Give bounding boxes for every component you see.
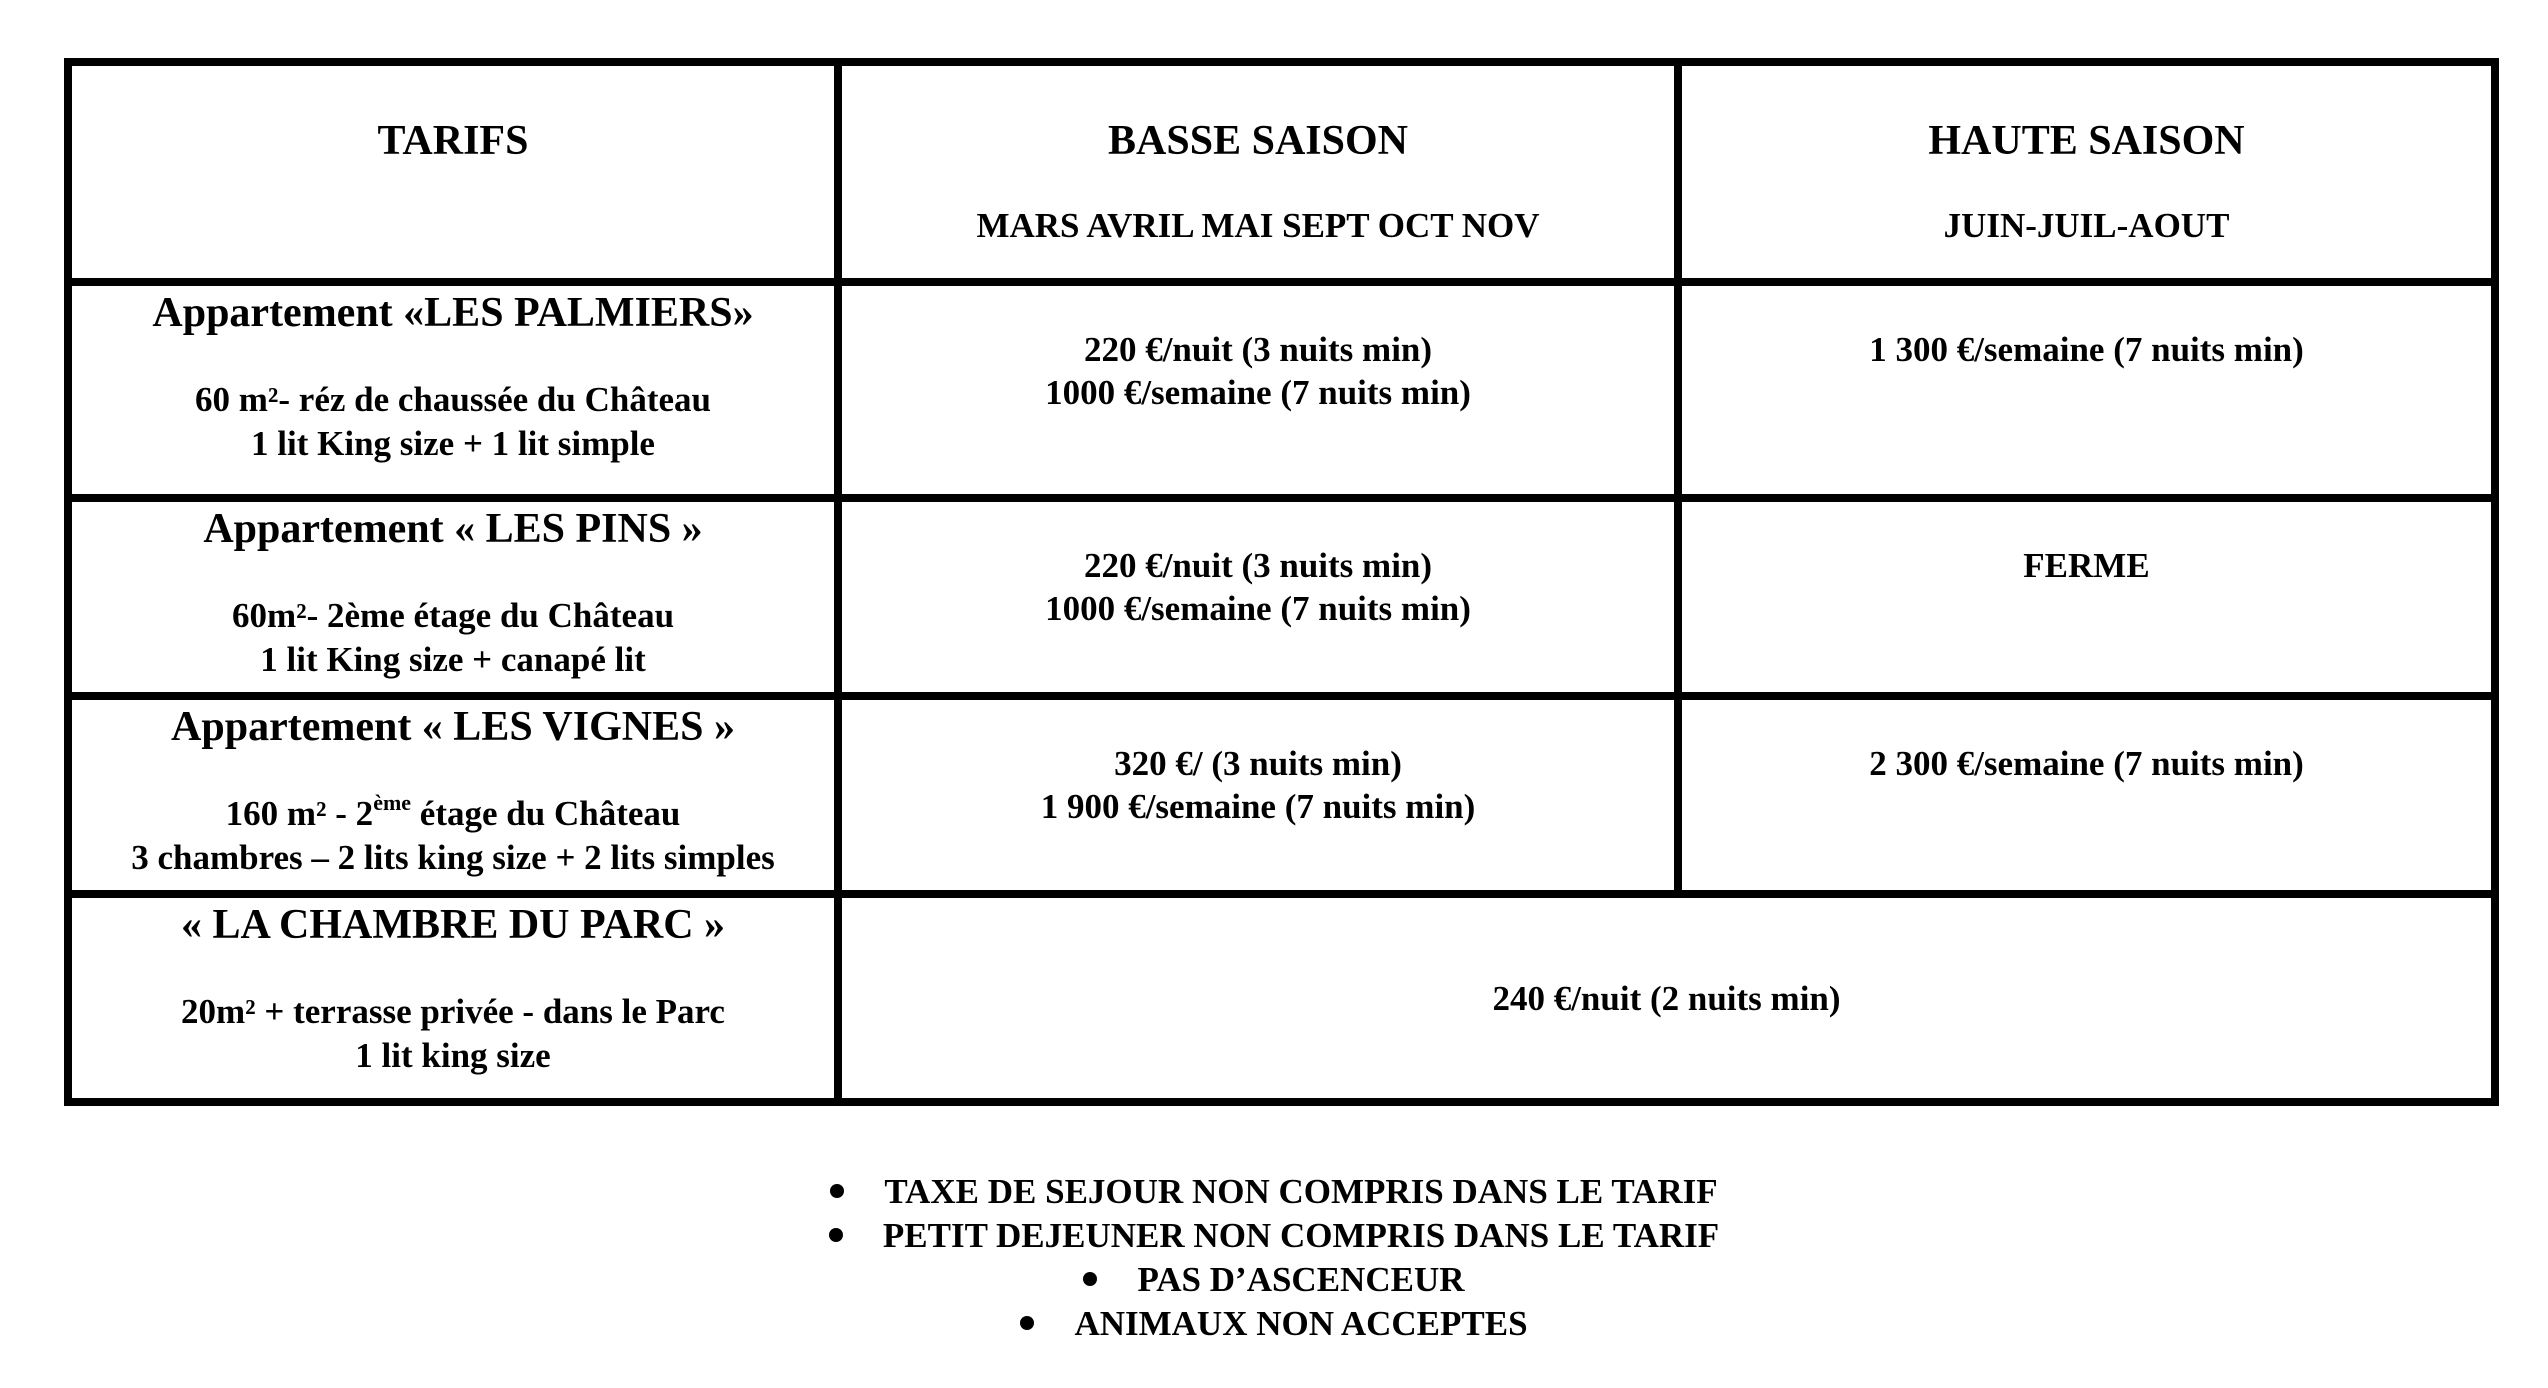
- price-night: 240 €/nuit (2 nuits min): [1492, 978, 1841, 1018]
- parc-price-cell: [838, 894, 2495, 1102]
- price-week: 1 300 €/semaine (7 nuits min): [1869, 330, 2304, 369]
- header-haute-title: HAUTE SAISON: [1928, 118, 2245, 164]
- header-basse-cell: [838, 62, 1678, 282]
- apartment-beds: 1 lit King size + 1 lit simple: [251, 424, 655, 463]
- price-week: 1000 €/semaine (7 nuits min): [1045, 589, 1471, 628]
- bullet-icon: [1020, 1316, 1034, 1330]
- list-item: TAXE DE SEJOUR NON COMPRIS DANS LE TARIF: [0, 1170, 2548, 1214]
- table-row: [68, 498, 2495, 696]
- tarif-table: [64, 58, 2499, 1106]
- haute-price-cell: [1678, 696, 2495, 894]
- header-basse-months: MARS AVRIL MAI SEPT OCT NOV: [976, 206, 1540, 245]
- closed-label: FERME: [2023, 546, 2150, 585]
- bullet-icon: [829, 1228, 843, 1242]
- header-basse-title: BASSE SAISON: [1108, 118, 1408, 164]
- apartment-cell-palmiers: [68, 282, 838, 498]
- header-haute-months: JUIN-JUIL-AOUT: [1943, 206, 2230, 245]
- header-tarifs-cell: [68, 62, 838, 282]
- apartment-cell-pins: [68, 498, 838, 696]
- notes-list: [0, 1170, 2548, 1346]
- table-row: [68, 696, 2495, 894]
- price-week: 1000 €/semaine (7 nuits min): [1045, 373, 1471, 412]
- apartment-cell-vignes: [68, 696, 838, 894]
- table-row: [68, 894, 2495, 1102]
- table-header-row: [68, 62, 2495, 282]
- basse-price-cell: [838, 696, 1678, 894]
- apartment-desc: 20m² + terrasse privée - dans le Parc: [181, 992, 725, 1031]
- apartment-beds: 1 lit King size + canapé lit: [260, 640, 646, 679]
- basse-price-cell: [838, 282, 1678, 498]
- price-night: 220 €/nuit (3 nuits min): [1083, 546, 1433, 585]
- apartment-beds: 3 chambres – 2 lits king size + 2 lits simples: [131, 838, 775, 877]
- haute-price-cell: [1678, 498, 2495, 696]
- apartment-name: « LA CHAMBRE DU PARC »: [180, 902, 726, 948]
- apartment-name: Appartement «LES PALMIERS»: [152, 290, 754, 336]
- apartment-desc: 60 m²- réz de chaussée du Château: [194, 380, 711, 419]
- price-week: 1 900 €/semaine (7 nuits min): [1040, 787, 1476, 826]
- apartment-name: Appartement « LES PINS »: [203, 506, 703, 552]
- apartment-cell-parc: [68, 894, 838, 1102]
- bullet-icon: [830, 1184, 844, 1198]
- apartment-name: Appartement « LES VIGNES »: [171, 704, 735, 750]
- list-item: PAS D’ASCENCEUR: [0, 1258, 2548, 1302]
- list-item: PETIT DEJEUNER NON COMPRIS DANS LE TARIF: [0, 1214, 2548, 1258]
- haute-price-cell: [1678, 282, 2495, 498]
- apartment-beds: 1 lit king size: [355, 1036, 551, 1075]
- price-night: 320 €/ (3 nuits min): [1114, 744, 1402, 783]
- apartment-desc: 160 m² - 2ème étage du Château: [225, 790, 681, 833]
- bullet-icon: [1083, 1272, 1097, 1286]
- list-item: ANIMAUX NON ACCEPTES: [0, 1302, 2548, 1346]
- price-week: 2 300 €/semaine (7 nuits min): [1869, 744, 2304, 783]
- price-night: 220 €/nuit (3 nuits min): [1083, 330, 1433, 369]
- header-haute-cell: [1678, 62, 2495, 282]
- header-tarifs: TARIFS: [377, 118, 529, 164]
- apartment-desc: 60m²- 2ème étage du Château: [231, 596, 675, 635]
- table-row: [68, 282, 2495, 498]
- basse-price-cell: [838, 498, 1678, 696]
